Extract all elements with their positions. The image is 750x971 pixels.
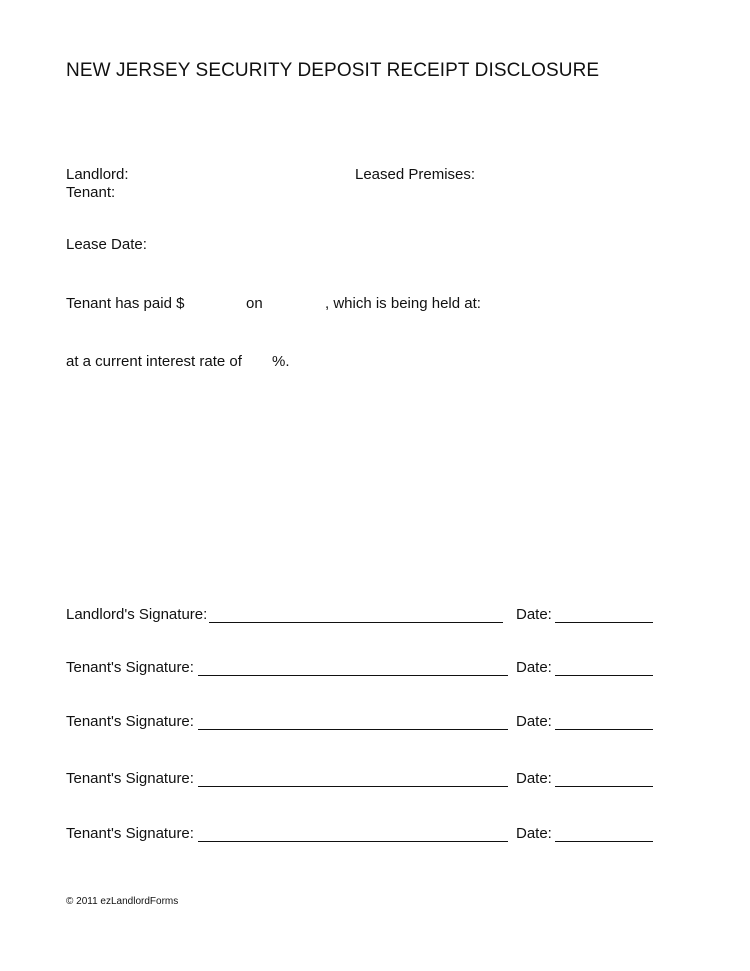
tenant-paid-text: Tenant has paid $: [66, 295, 185, 312]
date-label: Date:: [516, 825, 552, 842]
date-line[interactable]: [555, 729, 653, 730]
date-label: Date:: [516, 659, 552, 676]
tenant-signature-line[interactable]: [198, 675, 508, 676]
landlord-signature-label: Landlord's Signature:: [66, 606, 208, 623]
date-label: Date:: [516, 606, 552, 623]
page-title: NEW JERSEY SECURITY DEPOSIT RECEIPT DISCLOSURE: [66, 60, 600, 81]
date-line[interactable]: [555, 841, 653, 842]
tenant-label: Tenant:: [66, 184, 116, 201]
date-label: Date:: [516, 713, 552, 730]
copyright-footer: © 2011 ezLandlordForms: [66, 896, 179, 907]
landlord-label: Landlord:: [66, 166, 129, 183]
date-line[interactable]: [555, 675, 653, 676]
tenant-signature-line[interactable]: [198, 729, 508, 730]
interest-rate-text: at a current interest rate of: [66, 353, 242, 370]
landlord-signature-line[interactable]: [209, 622, 503, 623]
date-line[interactable]: [555, 622, 653, 623]
paid-on-text: on: [246, 295, 263, 312]
held-at-text: , which is being held at:: [325, 295, 481, 312]
tenant-signature-line[interactable]: [198, 841, 508, 842]
percent-text: %.: [272, 353, 290, 370]
tenant-signature-label: Tenant's Signature:: [66, 825, 194, 842]
date-line[interactable]: [555, 786, 653, 787]
date-label: Date:: [516, 770, 552, 787]
leased-premises-label: Leased Premises:: [355, 166, 476, 183]
tenant-signature-label: Tenant's Signature:: [66, 770, 194, 787]
tenant-signature-label: Tenant's Signature:: [66, 713, 194, 730]
tenant-signature-label: Tenant's Signature:: [66, 659, 194, 676]
lease-date-label: Lease Date:: [66, 236, 147, 253]
tenant-signature-line[interactable]: [198, 786, 508, 787]
